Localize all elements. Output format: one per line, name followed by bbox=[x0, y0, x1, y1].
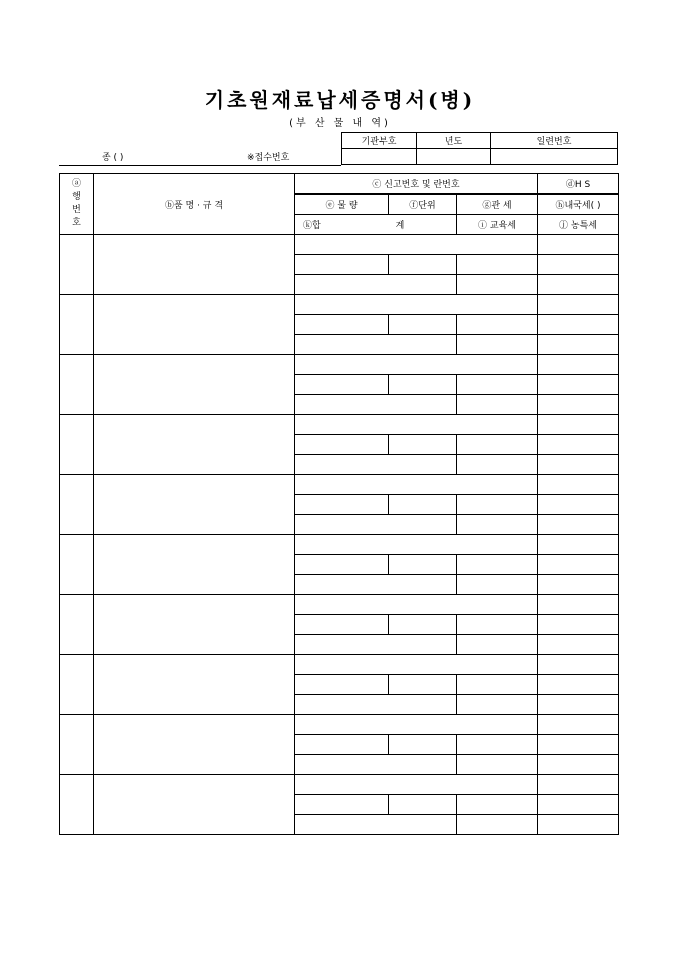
row-number-line2: 번 bbox=[72, 205, 81, 215]
rural-tax-cell[interactable] bbox=[538, 815, 619, 835]
name-spec-cell[interactable] bbox=[94, 355, 295, 415]
hs-cell[interactable] bbox=[538, 295, 619, 315]
total-header bbox=[295, 215, 457, 235]
row-number-cell[interactable] bbox=[60, 415, 94, 475]
name-spec-header: ⓑ품 명 · 규 격 bbox=[94, 174, 295, 235]
quantity-cell[interactable] bbox=[295, 795, 389, 815]
hs-cell[interactable] bbox=[538, 535, 619, 555]
declaration-number-cell[interactable] bbox=[295, 415, 538, 435]
row-number-cell[interactable] bbox=[60, 715, 94, 775]
unit-cell[interactable] bbox=[389, 795, 457, 815]
declaration-number-header: ⓒ 신고번호 및 란번호 bbox=[295, 174, 538, 194]
row-number-header bbox=[60, 174, 94, 235]
declaration-number-cell[interactable] bbox=[295, 775, 538, 795]
declaration-number-cell[interactable] bbox=[295, 355, 538, 375]
row-number-cell[interactable] bbox=[60, 475, 94, 535]
year-header: 년도 bbox=[417, 133, 491, 149]
table-row bbox=[60, 715, 619, 735]
hs-cell[interactable] bbox=[538, 775, 619, 795]
rural-tax-header: ⓙ 농특세 bbox=[538, 215, 619, 235]
hs-cell[interactable] bbox=[538, 475, 619, 495]
rural-tax-cell[interactable] bbox=[538, 455, 619, 475]
name-spec-cell[interactable] bbox=[94, 715, 295, 775]
total-cell[interactable] bbox=[295, 695, 457, 715]
domestic-tax-cell[interactable] bbox=[538, 795, 619, 815]
domestic-tax-cell[interactable] bbox=[538, 435, 619, 455]
table-row bbox=[60, 355, 619, 375]
domestic-tax-cell[interactable] bbox=[538, 615, 619, 635]
table-row bbox=[60, 775, 619, 795]
name-spec-cell[interactable] bbox=[94, 475, 295, 535]
name-spec-cell[interactable] bbox=[94, 295, 295, 355]
unit-cell[interactable] bbox=[389, 495, 457, 515]
row-number-line1: 행 bbox=[72, 192, 81, 202]
customs-duty-cell[interactable] bbox=[457, 375, 538, 395]
name-spec-cell[interactable] bbox=[94, 415, 295, 475]
unit-cell[interactable] bbox=[389, 675, 457, 695]
total-cell[interactable] bbox=[295, 335, 457, 355]
document-subtitle: (부 산 물 내 역) bbox=[289, 118, 391, 129]
name-spec-cell[interactable] bbox=[94, 235, 295, 295]
quantity-cell[interactable] bbox=[295, 375, 389, 395]
receipt-number-label: ※접수번호 bbox=[247, 153, 290, 163]
serial-number-header: 일련번호 bbox=[491, 133, 618, 149]
rural-tax-cell[interactable] bbox=[538, 515, 619, 535]
table-row bbox=[60, 295, 619, 315]
customs-duty-cell[interactable] bbox=[457, 735, 538, 755]
education-tax-cell[interactable] bbox=[457, 755, 538, 775]
quantity-cell[interactable] bbox=[295, 555, 389, 575]
declaration-number-cell[interactable] bbox=[295, 235, 538, 255]
declaration-number-cell[interactable] bbox=[295, 715, 538, 735]
hs-cell[interactable] bbox=[538, 355, 619, 375]
education-tax-cell[interactable] bbox=[457, 695, 538, 715]
education-tax-cell[interactable] bbox=[457, 575, 538, 595]
receipt-number-table bbox=[341, 132, 618, 165]
total-cell[interactable] bbox=[295, 515, 457, 535]
hs-cell[interactable] bbox=[538, 415, 619, 435]
agency-code-cell[interactable] bbox=[342, 149, 417, 165]
domestic-tax-cell[interactable] bbox=[538, 675, 619, 695]
declaration-number-cell[interactable] bbox=[295, 475, 538, 495]
quantity-cell[interactable] bbox=[295, 315, 389, 335]
hs-cell[interactable] bbox=[538, 595, 619, 615]
row-number-cell[interactable] bbox=[60, 295, 94, 355]
row-number-cell[interactable] bbox=[60, 235, 94, 295]
total-cell[interactable] bbox=[295, 395, 457, 415]
quantity-cell[interactable] bbox=[295, 435, 389, 455]
education-tax-cell[interactable] bbox=[457, 335, 538, 355]
table-row bbox=[60, 535, 619, 555]
declaration-number-cell[interactable] bbox=[295, 535, 538, 555]
total-cell[interactable] bbox=[295, 755, 457, 775]
total-cell[interactable] bbox=[295, 635, 457, 655]
declaration-number-cell[interactable] bbox=[295, 595, 538, 615]
row-number-cell[interactable] bbox=[60, 595, 94, 655]
education-tax-cell[interactable] bbox=[457, 815, 538, 835]
name-spec-cell[interactable] bbox=[94, 775, 295, 835]
total-cell[interactable] bbox=[295, 275, 457, 295]
name-spec-cell[interactable] bbox=[94, 595, 295, 655]
customs-duty-cell[interactable] bbox=[457, 495, 538, 515]
table-row bbox=[60, 415, 619, 435]
education-tax-cell[interactable] bbox=[457, 455, 538, 475]
education-tax-cell[interactable] bbox=[457, 635, 538, 655]
total-cell[interactable] bbox=[295, 575, 457, 595]
row-number-mark: ⓐ bbox=[71, 179, 81, 189]
name-spec-cell[interactable] bbox=[94, 535, 295, 595]
table-row bbox=[60, 475, 619, 495]
domestic-tax-cell[interactable] bbox=[538, 555, 619, 575]
unit-cell[interactable] bbox=[389, 435, 457, 455]
unit-cell[interactable] bbox=[389, 255, 457, 275]
customs-duty-cell[interactable] bbox=[457, 675, 538, 695]
byproduct-table bbox=[59, 173, 619, 835]
year-cell[interactable] bbox=[417, 149, 491, 165]
quantity-cell[interactable] bbox=[295, 675, 389, 695]
rural-tax-cell[interactable] bbox=[538, 635, 619, 655]
rural-tax-cell[interactable] bbox=[538, 395, 619, 415]
unit-cell[interactable] bbox=[389, 375, 457, 395]
customs-duty-cell[interactable] bbox=[457, 555, 538, 575]
table-row bbox=[60, 655, 619, 675]
customs-duty-cell[interactable] bbox=[457, 435, 538, 455]
quantity-header: ⓔ 물 량 bbox=[295, 195, 389, 215]
total-cell[interactable] bbox=[295, 815, 457, 835]
unit-cell[interactable] bbox=[389, 555, 457, 575]
rural-tax-cell[interactable] bbox=[538, 575, 619, 595]
row-number-cell[interactable] bbox=[60, 535, 94, 595]
document-title: 기초원재료납세증명서(병) bbox=[204, 88, 476, 112]
quantity-cell[interactable] bbox=[295, 615, 389, 635]
hs-cell[interactable] bbox=[538, 655, 619, 675]
hs-header: ⓓH S bbox=[538, 174, 619, 194]
quantity-cell[interactable] bbox=[295, 255, 389, 275]
rural-tax-cell[interactable] bbox=[538, 335, 619, 355]
domestic-tax-cell[interactable] bbox=[538, 735, 619, 755]
name-spec-cell[interactable] bbox=[94, 655, 295, 715]
total-suffix: 계 bbox=[395, 221, 405, 231]
domestic-tax-cell[interactable] bbox=[538, 315, 619, 335]
unit-cell[interactable] bbox=[389, 315, 457, 335]
serial-number-cell[interactable] bbox=[491, 149, 618, 165]
domestic-tax-cell[interactable] bbox=[538, 375, 619, 395]
education-tax-cell[interactable] bbox=[457, 395, 538, 415]
domestic-tax-header: ⓗ내국세( ) bbox=[538, 195, 619, 215]
customs-duty-cell[interactable] bbox=[457, 615, 538, 635]
customs-duty-cell[interactable] bbox=[457, 795, 538, 815]
type-label: 종 ( ) bbox=[102, 153, 124, 163]
customs-duty-cell[interactable] bbox=[457, 255, 538, 275]
education-tax-cell[interactable] bbox=[457, 515, 538, 535]
row-number-line3: 호 bbox=[72, 218, 81, 228]
declaration-number-cell[interactable] bbox=[295, 295, 538, 315]
education-tax-header: ⓘ 교육세 bbox=[457, 215, 538, 235]
rural-tax-cell[interactable] bbox=[538, 695, 619, 715]
table-row bbox=[60, 595, 619, 615]
row-number-cell[interactable] bbox=[60, 355, 94, 415]
row-number-cell[interactable] bbox=[60, 775, 94, 835]
hs-cell[interactable] bbox=[538, 715, 619, 735]
quantity-cell[interactable] bbox=[295, 735, 389, 755]
total-label: ⓚ합 bbox=[303, 221, 321, 231]
hs-cell[interactable] bbox=[538, 235, 619, 255]
header-underline bbox=[59, 165, 341, 166]
domestic-tax-cell[interactable] bbox=[538, 495, 619, 515]
rural-tax-cell[interactable] bbox=[538, 755, 619, 775]
agency-code-header: 기관부호 bbox=[342, 133, 417, 149]
unit-cell[interactable] bbox=[389, 615, 457, 635]
customs-duty-header: ⓖ관 세 bbox=[457, 195, 538, 215]
table-row bbox=[60, 235, 619, 255]
unit-cell[interactable] bbox=[389, 735, 457, 755]
declaration-number-cell[interactable] bbox=[295, 655, 538, 675]
total-cell[interactable] bbox=[295, 455, 457, 475]
domestic-tax-cell[interactable] bbox=[538, 255, 619, 275]
row-number-cell[interactable] bbox=[60, 655, 94, 715]
rural-tax-cell[interactable] bbox=[538, 275, 619, 295]
unit-header: ⓕ단위 bbox=[389, 195, 457, 215]
education-tax-cell[interactable] bbox=[457, 275, 538, 295]
quantity-cell[interactable] bbox=[295, 495, 389, 515]
customs-duty-cell[interactable] bbox=[457, 315, 538, 335]
